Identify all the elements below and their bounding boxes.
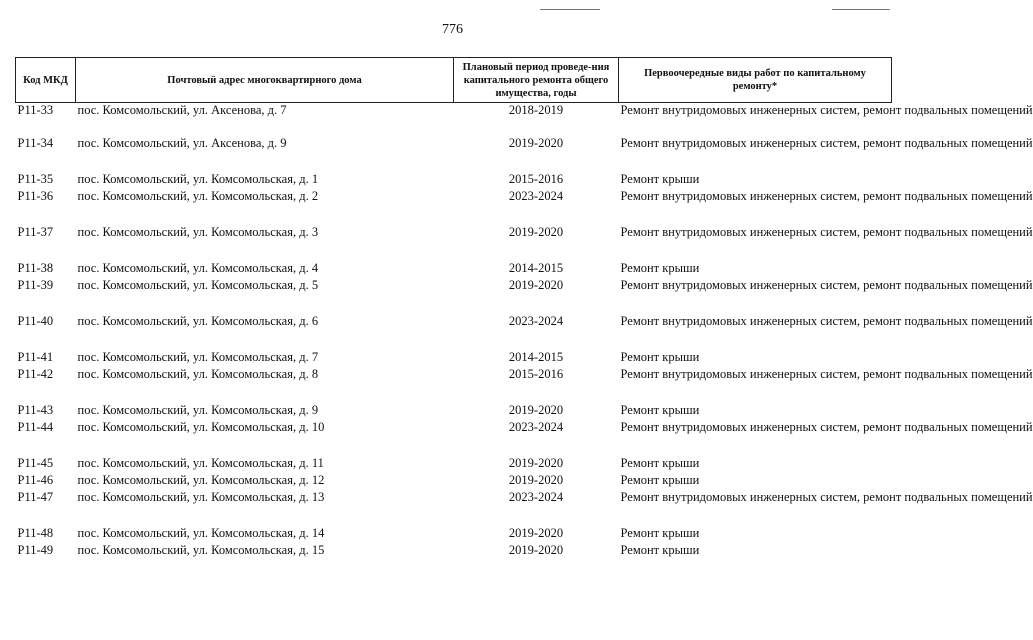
table-row xyxy=(16,367,892,403)
cell-code: Р11-39 xyxy=(17,277,54,292)
cell-works: Ремонт внутридомовых инженерных систем, ремонт подвальных помещений xyxy=(620,188,1033,203)
cell-period: 2019-2020 xyxy=(508,277,564,292)
cell-address: пос. Комсомольский, ул. Комсомольская, д. 10 xyxy=(77,419,325,434)
cell-period: 2018-2019 xyxy=(508,103,564,117)
table-row xyxy=(16,225,892,261)
cell-works: Ремонт внутридомовых инженерных систем, ремонт подвальных помещений xyxy=(620,135,1033,150)
header-works: Первоочередные виды работ по капитальному ремонту* xyxy=(619,58,892,103)
cell-period: 2023-2024 xyxy=(508,489,564,504)
cell-works: Ремонт крыши xyxy=(620,171,700,186)
table-body xyxy=(16,103,1033,560)
cell-period: 2019-2020 xyxy=(508,456,564,471)
cell-code: Р11-37 xyxy=(17,224,54,239)
table-row xyxy=(16,314,892,350)
table-row xyxy=(16,136,892,172)
cell-works: Ремонт внутридомовых инженерных систем, ремонт подвальных помещений xyxy=(620,103,1033,117)
cell-address: пос. Комсомольский, ул. Комсомольская, д. 13 xyxy=(77,489,325,504)
header-period: Плановый период проведе-ния капитального ремонта общего имущества, годы xyxy=(454,58,619,103)
cell-code: Р11-43 xyxy=(17,403,54,418)
table-row xyxy=(16,420,892,456)
cell-address: пос. Комсомольский, ул. Комсомольская, д. 7 xyxy=(77,350,319,365)
cell-works: Ремонт крыши xyxy=(620,525,700,540)
cell-period: 2014-2015 xyxy=(508,260,564,275)
cell-code: Р11-40 xyxy=(17,313,54,328)
cell-works: Ремонт крыши xyxy=(620,456,700,471)
cell-works: Ремонт внутридомовых инженерных систем, ремонт подвальных помещений xyxy=(620,366,1033,381)
table-row xyxy=(16,189,892,225)
cell-period: 2014-2015 xyxy=(508,350,564,365)
cell-period: 2023-2024 xyxy=(508,188,564,203)
cell-address: пос. Комсомольский, ул. Комсомольская, д. 5 xyxy=(77,277,319,292)
table-row xyxy=(16,350,892,367)
cell-address: пос. Комсомольский, ул. Комсомольская, д. 2 xyxy=(77,188,319,203)
cell-works: Ремонт крыши xyxy=(620,472,700,487)
cell-works: Ремонт внутридомовых инженерных систем, ремонт подвальных помещений xyxy=(620,224,1033,239)
cell-address: пос. Комсомольский, ул. Комсомольская, д. 4 xyxy=(77,260,319,275)
housing-repair-table xyxy=(15,57,1033,559)
table-row xyxy=(16,278,892,314)
cell-period: 2019-2020 xyxy=(508,472,564,487)
cell-period: 2019-2020 xyxy=(508,525,564,540)
cell-works: Ремонт внутридомовых инженерных систем, ремонт подвальных помещений xyxy=(620,489,1033,504)
cell-address: пос. Комсомольский, ул. Аксенова, д. 7 xyxy=(77,103,287,117)
table-row xyxy=(16,261,892,278)
table-row xyxy=(16,490,892,526)
cell-works: Ремонт крыши xyxy=(620,542,700,557)
cell-code: Р11-38 xyxy=(17,260,54,275)
table-row xyxy=(16,473,892,490)
cell-code: Р11-48 xyxy=(17,525,54,540)
cell-code: Р11-35 xyxy=(17,171,54,186)
cell-code: Р11-41 xyxy=(17,350,54,365)
cell-period: 2019-2020 xyxy=(508,224,564,239)
table-row xyxy=(16,456,892,473)
cell-code: Р11-49 xyxy=(17,542,54,557)
header-address: Почтовый адрес многоквартирного дома xyxy=(76,58,454,103)
cell-address: пос. Комсомольский, ул. Комсомольская, д. 8 xyxy=(77,366,319,381)
table-row xyxy=(16,172,892,189)
cell-code: Р11-46 xyxy=(17,472,54,487)
cell-works: Ремонт внутридомовых инженерных систем, ремонт подвальных помещений xyxy=(620,419,1033,434)
cell-period: 2015-2016 xyxy=(508,366,564,381)
cell-code: Р11-33 xyxy=(17,103,54,117)
cell-code: Р11-36 xyxy=(17,188,54,203)
header-code: Код МКД xyxy=(16,58,76,103)
cell-works: Ремонт крыши xyxy=(620,350,700,365)
cell-period: 2019-2020 xyxy=(508,403,564,418)
cell-address: пос. Комсомольский, ул. Комсомольская, д. 9 xyxy=(77,403,319,418)
scan-artifact-line xyxy=(832,9,890,10)
scan-artifact-line xyxy=(540,9,600,10)
cell-code: Р11-44 xyxy=(17,419,54,434)
cell-code: Р11-45 xyxy=(17,456,54,471)
cell-period: 2019-2020 xyxy=(508,135,564,150)
cell-address: пос. Комсомольский, ул. Комсомольская, д. 11 xyxy=(77,456,324,471)
cell-address: пос. Комсомольский, ул. Комсомольская, д. 1 xyxy=(77,171,319,186)
cell-address: пос. Комсомольский, ул. Комсомольская, д. 3 xyxy=(77,224,319,239)
table-header-row xyxy=(16,58,892,103)
cell-address: пос. Комсомольский, ул. Комсомольская, д. 14 xyxy=(77,525,325,540)
cell-works: Ремонт крыши xyxy=(620,260,700,275)
table-row xyxy=(16,103,892,136)
cell-period: 2023-2024 xyxy=(508,419,564,434)
cell-works: Ремонт внутридомовых инженерных систем, ремонт подвальных помещений xyxy=(620,277,1033,292)
cell-period: 2019-2020 xyxy=(508,542,564,557)
cell-address: пос. Комсомольский, ул. Комсомольская, д. 15 xyxy=(77,542,325,557)
cell-period: 2015-2016 xyxy=(508,171,564,186)
cell-period: 2023-2024 xyxy=(508,313,564,328)
page-number: 776 xyxy=(442,22,463,37)
table-row xyxy=(16,526,892,543)
table-row xyxy=(16,403,892,420)
cell-address: пос. Комсомольский, ул. Комсомольская, д. 6 xyxy=(77,313,319,328)
cell-works: Ремонт внутридомовых инженерных систем, ремонт подвальных помещений xyxy=(620,313,1033,328)
cell-address: пос. Комсомольский, ул. Комсомольская, д. 12 xyxy=(77,472,325,487)
cell-address: пос. Комсомольский, ул. Аксенова, д. 9 xyxy=(77,135,287,150)
cell-code: Р11-42 xyxy=(17,366,54,381)
table-row xyxy=(16,543,892,560)
cell-code: Р11-47 xyxy=(17,489,54,504)
cell-code: Р11-34 xyxy=(17,135,54,150)
cell-works: Ремонт крыши xyxy=(620,403,700,418)
